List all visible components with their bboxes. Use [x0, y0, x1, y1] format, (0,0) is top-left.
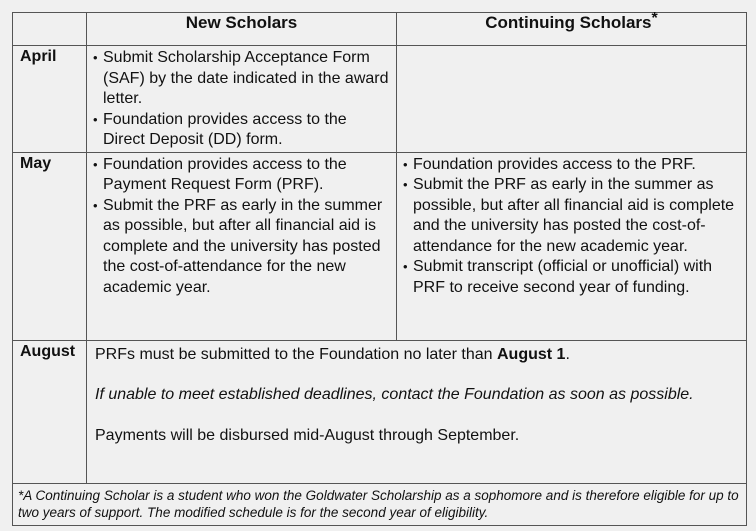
header-asterisk: *: [651, 10, 658, 27]
footnote-text: A Continuing Scholar is a student who won the Goldwater Scholarship as a sophomore and is therefore eligible for up to two years of support. The modified schedule is for the second year of eligibility.: [18, 487, 739, 520]
footnote-cell: [13, 483, 747, 525]
list-item: • Foundation provides access to the PRF.: [401, 155, 742, 176]
header-continuing-scholars: Continuing Scholars: [485, 13, 652, 32]
april-new-cell: [87, 46, 397, 153]
may-new-cell: [87, 152, 397, 340]
month-label-august: August: [13, 340, 87, 483]
list-item: • Submit the PRF as early in the summer as possible, but after all financial aid is complete and the university has posted the cost-of-attendance for the new academic year.: [91, 196, 392, 299]
month-label-may: May: [13, 152, 87, 340]
header-continuing-cell: [397, 10, 747, 46]
may-continuing-list: [401, 155, 742, 299]
may-new-list: [91, 155, 392, 299]
may-continuing-cell: [397, 152, 747, 340]
month-label-april: April: [13, 46, 87, 153]
footnote-row: [13, 483, 747, 525]
header-row: [13, 13, 747, 46]
august-cell: [87, 340, 747, 483]
footnote-asterisk: *: [18, 487, 24, 503]
august-deadline-line: [95, 345, 738, 366]
list-item: • Submit transcript (official or unofficial) with PRF to receive second year of funding.: [401, 257, 742, 298]
schedule-table: [12, 12, 747, 526]
list-item: • Foundation provides access to the Direct Deposit (DD) form.: [91, 110, 392, 151]
header-month-cell: [13, 13, 87, 46]
list-item: • Foundation provides access to the Payment Request Form (PRF).: [91, 155, 392, 196]
row-may: [13, 152, 747, 340]
row-april: [13, 46, 747, 153]
list-item: • Submit Scholarship Acceptance Form (SAF) by the date indicated in the award letter.: [91, 48, 392, 110]
deadline-text: PRFs must be submitted to the Foundation no later than: [95, 345, 497, 363]
header-new-scholars: New Scholars: [87, 13, 397, 46]
august-payment-line: Payments will be disbursed mid-August through September.: [95, 426, 520, 444]
deadline-period: .: [565, 345, 570, 363]
deadline-date: August 1: [497, 345, 566, 363]
list-item: • Submit the PRF as early in the summer as possible, but after all financial aid is complete and the university has posted the cost-of-attendance for the new academic year.: [401, 175, 742, 257]
april-continuing-cell: [397, 46, 747, 153]
row-august: [13, 340, 747, 483]
april-new-list: [91, 48, 392, 151]
august-contact-line: If unable to meet established deadlines, contact the Foundation as soon as possible.: [95, 386, 694, 403]
